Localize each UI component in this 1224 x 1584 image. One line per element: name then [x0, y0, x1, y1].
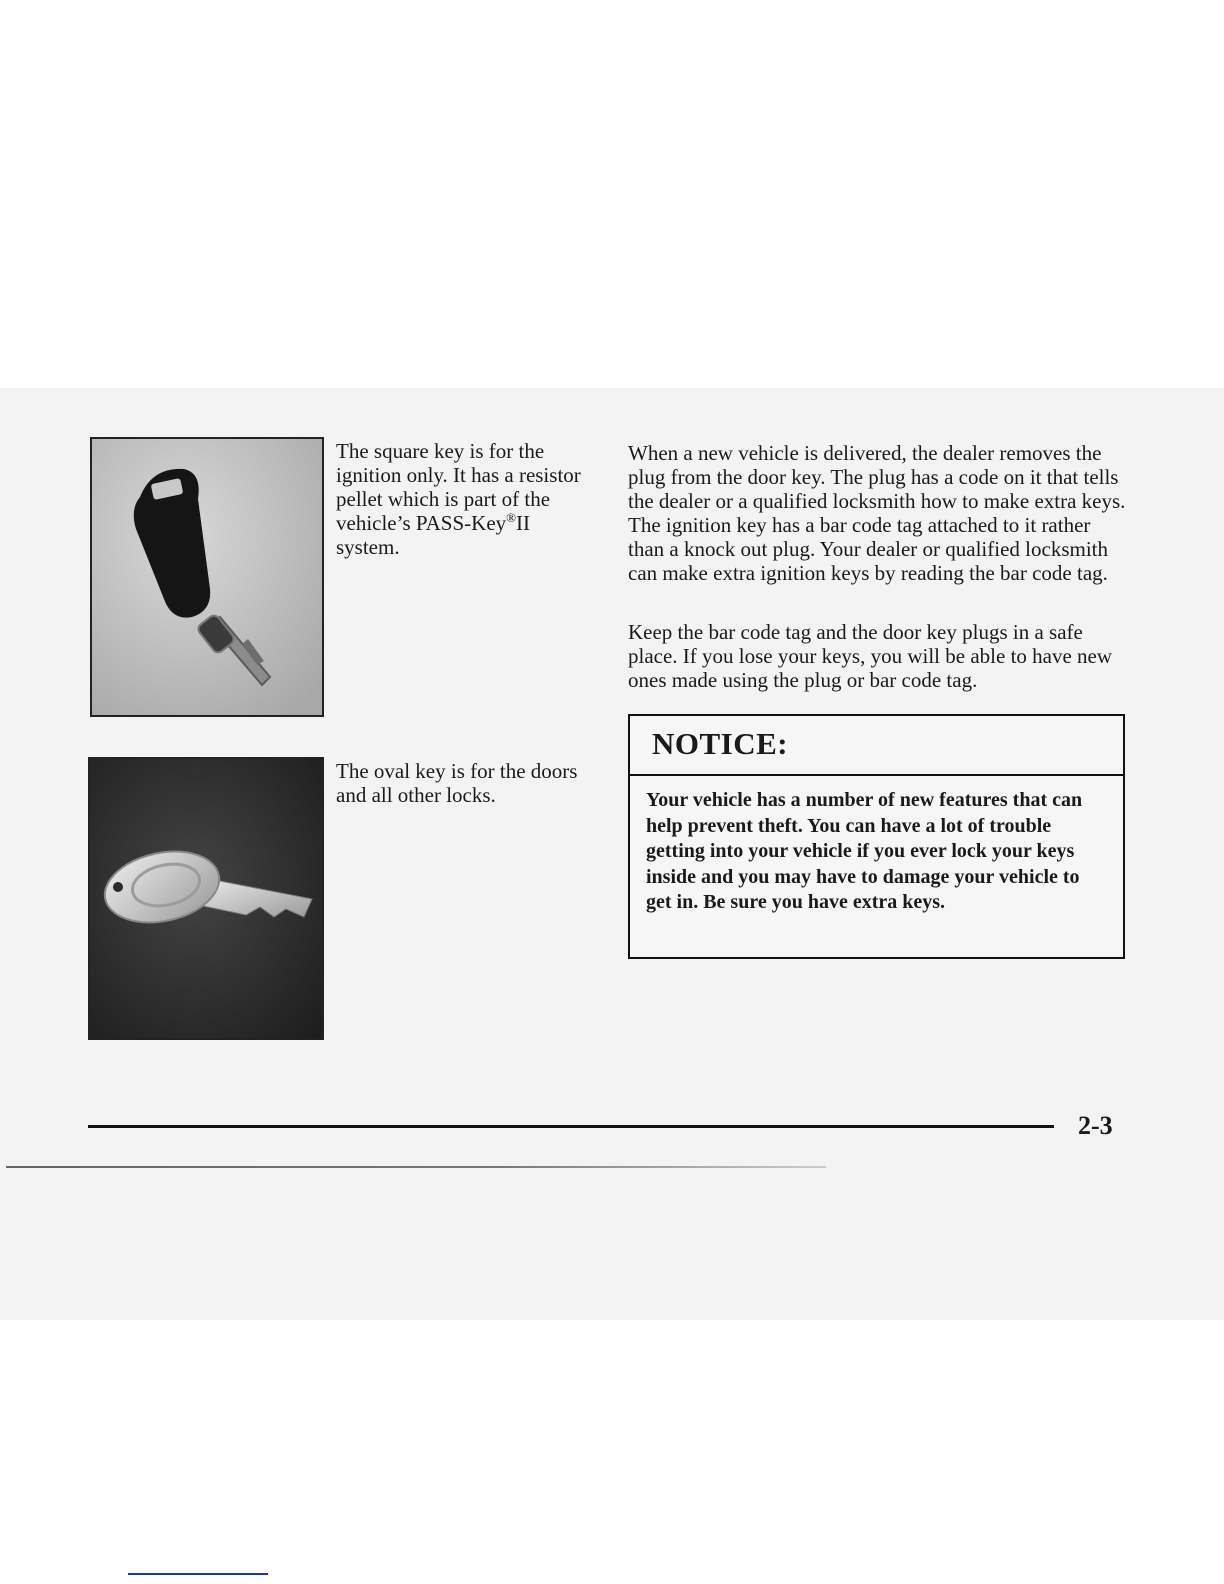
square-key-photo: [90, 437, 324, 717]
oval-key-icon: [90, 759, 322, 1038]
page-number: 2-3: [1078, 1111, 1113, 1140]
notice-box: [628, 714, 1125, 959]
registered-mark: ®: [506, 510, 517, 525]
caption-text-end: II system.: [336, 511, 531, 559]
oval-key-caption: The oval key is for the doors and all other locks.: [336, 759, 578, 807]
safekeeping-paragraph: Keep the bar code tag and the door key plugs in a safe place. If you lose your keys, you will be able to have new ones made using the plug or bar code tag.: [628, 620, 1113, 692]
oval-key-photo: [88, 757, 324, 1040]
footer-rule: [88, 1125, 1054, 1128]
delivery-paragraph: When a new vehicle is delivered, the dealer removes the plug from the door key. The plug has a code on it that tells the dealer or a qualified locksmith how to make extra keys. The ignition key has a bar code tag attached to it rather than a knock out plug. Your dealer or qualified locksmith can make extra ignition keys by reading the bar code tag.: [628, 441, 1126, 585]
square-key-caption: [336, 439, 586, 559]
notice-text: Your vehicle has a number of new features that can help prevent theft. You can have a lot of trouble getting into your vehicle if you ever lock your keys inside and you may have to damage your vehicle to get in. Be sure you have extra keys.: [646, 789, 1083, 913]
footer-underline-link[interactable]: [128, 1573, 268, 1575]
notice-title: NOTICE:: [652, 726, 789, 761]
notice-header: [630, 716, 1123, 776]
caption-text: The square key is for the ignition only. It has a resistor pellet which is part of the vehicle’s PASS-Key: [336, 439, 581, 535]
scan-artifact-line: [6, 1166, 826, 1168]
square-key-icon: [92, 439, 322, 715]
